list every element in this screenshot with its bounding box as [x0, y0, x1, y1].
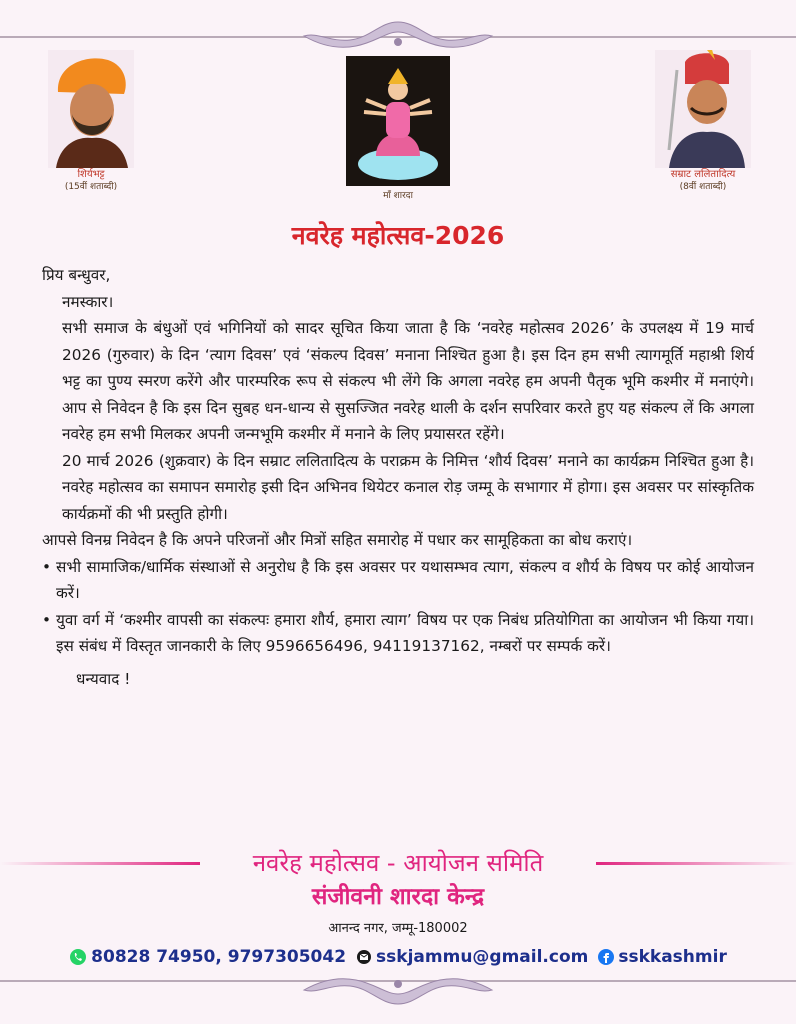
portrait-right-era: (8वीं शताब्दी) [679, 182, 727, 192]
top-ornament [300, 18, 496, 56]
portrait-left-name: शिर्यभट्ट [77, 169, 105, 180]
page-title: नवरेह महोत्सव-2026 [291, 221, 505, 250]
portrait-right-name: सम्राट ललितादित्य [670, 169, 736, 180]
shirya-bhatt-portrait [48, 50, 134, 168]
bullet-text-2: युवा वर्ग में ‘कश्मीर वापसी का संकल्पः हमारा शौर्य, हमारा त्याग’ विषय पर एक निबंध प्रतियोगिता का आयोजन भी किया गया। इस संबंध में विस्तृत जानकारी के लिए 9596656496, 94119137162, नम्बरों पर सम्पर्क करें। [56, 610, 754, 655]
facebook-icon [598, 949, 614, 965]
paragraph-2: 20 मार्च 2026 (शुक्रवार) के दिन सम्राट ललितादित्य के पराक्रम के निमित्त ‘शौर्य दिवस’ मनाने का कार्यक्रम निश्चित हुआ है। नवरेह महोत्सव का समापन समारोह इसी दिन अभिनव थियेटर कनाल रोड़ जम्मू के सभागार में होगा। इस अवसर पर सांस्कृतिक कार्यक्रमों की भी प्रस्तुति होगी। [62, 451, 754, 523]
lalitaditya-portrait [655, 50, 751, 168]
bullet-dot: • [42, 557, 52, 576]
bullet-item [42, 554, 754, 607]
facebook-contact[interactable] [598, 947, 726, 967]
email-contact[interactable] [356, 947, 588, 967]
portrait-left [36, 50, 146, 193]
facebook-handle: sskkashmir [618, 947, 727, 967]
portrait-center-name: माँ शारदा [383, 191, 413, 201]
letter-body [42, 262, 754, 692]
phone-contact[interactable] [69, 947, 346, 967]
bullet-text-1: सभी सामाजिक/धार्मिक संस्थाओं से अनुरोध है कि इस अवसर पर यथासम्भव त्याग, संकल्प व शौर्य के विषय पर कोई आयोजन करें। [56, 557, 754, 602]
mail-icon [356, 949, 372, 965]
bottom-ornament [300, 970, 496, 1008]
contact-bar [0, 947, 796, 967]
paragraph-3: आपसे विनम्र निवेदन है कि अपने परिजनों और मित्रों सहित समारोह में पधार कर सामूहिकता का बोध कराएं। [42, 531, 633, 549]
committee-name: नवरेह महोत्सव - आयोजन समिति [252, 849, 544, 877]
maa-sharda-image [346, 56, 450, 186]
whatsapp-icon [69, 948, 87, 966]
phone-numbers: 80828 74950, 9797305042 [91, 947, 347, 967]
thanks-line: धन्यवाद ! [76, 669, 131, 688]
greeting: नमस्कार। [62, 292, 114, 311]
portrait-right [648, 50, 758, 193]
organization-name: संजीवनी शारदा केन्द्र [311, 884, 485, 910]
email-address: sskjammu@gmail.com [376, 947, 589, 967]
portrait-left-era: (15वीं शताब्दी) [64, 182, 118, 192]
bullet-dot: • [42, 610, 52, 629]
address: आनन्द नगर, जम्मू-180002 [328, 921, 468, 936]
bullet-item [42, 607, 754, 660]
paragraph-1: सभी समाज के बंधुओं एवं भगिनियों को सादर सूचित किया जाता है कि ‘नवरेह महोत्सव 2026’ के उपलक्ष्य में 19 मार्च 2026 (गुरुवार) के दिन ‘त्याग दिवस’ एवं ‘संकल्प दिवस’ मनाना निश्चित हुआ है। इस दिन हम सभी त्यागमूर्ति महाश्री शिर्य भट्ट का पुण्य स्मरण करेंगे और पारम्परिक रूप से संकल्प भी लेंगे कि अगला नवरेह हम अपनी पैतृक भूमि कश्मीर में मनाएंगे। आप से निवेदन है कि इस दिन सुबह धन-धान्य से सुसज्जित नवरेह थाली के दर्शन सपरिवार करते हुए यह संकल्प लें कि अगला नवरेह हम सभी मिलकर अपनी जन्मभूमि कश्मीर में मनाने के लिए प्रयासरत रहेंगे। [62, 319, 754, 443]
portrait-center [346, 56, 450, 202]
salutation: प्रिय बन्धुवर, [42, 266, 111, 284]
